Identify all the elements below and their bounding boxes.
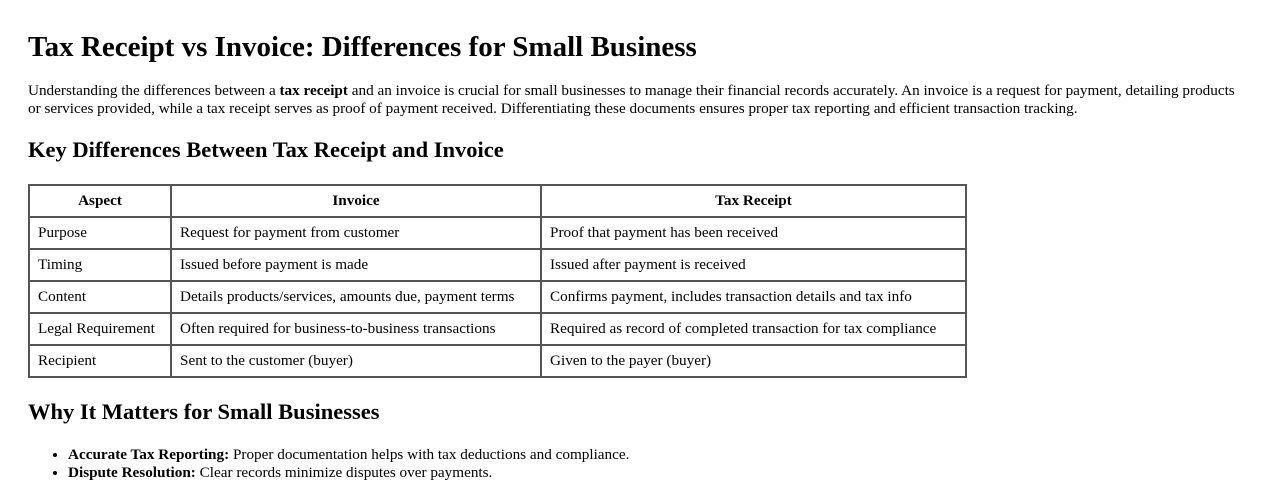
cell-aspect: Recipient [29, 345, 171, 377]
page-title: Tax Receipt vs Invoice: Differences for Small Business [28, 31, 697, 63]
intro-text-start: Understanding the differences between a [28, 82, 280, 99]
cell-aspect: Timing [29, 249, 171, 281]
table-header-row [29, 185, 966, 217]
list-item [68, 446, 1250, 464]
cell-invoice: Request for payment from customer [171, 217, 541, 249]
list-item [68, 464, 1250, 482]
table-row [29, 313, 966, 345]
benefits-list [28, 446, 1250, 482]
why-heading: Why It Matters for Small Businesses [28, 399, 380, 424]
table-row [29, 217, 966, 249]
cell-aspect: Purpose [29, 217, 171, 249]
cell-invoice: Issued before payment is made [171, 249, 541, 281]
header-tax-receipt: Tax Receipt [541, 185, 966, 217]
list-item-text: Clear records minimize disputes over payments. [195, 464, 493, 481]
differences-heading: Key Differences Between Tax Receipt and Invoice [28, 137, 504, 162]
list-item-text: Proper documentation helps with tax deductions and compliance. [229, 446, 630, 463]
cell-invoice: Details products/services, amounts due, payment terms [171, 281, 541, 313]
cell-tax-receipt: Given to the payer (buyer) [541, 345, 966, 377]
cell-tax-receipt: Confirms payment, includes transaction details and tax info [541, 281, 966, 313]
cell-invoice: Often required for business-to-business transactions [171, 313, 541, 345]
cell-tax-receipt: Issued after payment is received [541, 249, 966, 281]
cell-tax-receipt: Required as record of completed transaction for tax compliance [541, 313, 966, 345]
cell-invoice: Sent to the customer (buyer) [171, 345, 541, 377]
cell-aspect: Legal Requirement [29, 313, 171, 345]
intro-paragraph [28, 82, 1250, 118]
intro-bold-term: tax receipt [279, 82, 348, 99]
table-row [29, 345, 966, 377]
cell-tax-receipt: Proof that payment has been received [541, 217, 966, 249]
list-item-label: Accurate Tax Reporting: [68, 446, 230, 463]
header-invoice: Invoice [171, 185, 541, 217]
cell-aspect: Content [29, 281, 171, 313]
intro-text-end: and an invoice is crucial for small businesses to manage their financial records accurately. An invoice is a request for payment, detailing products or services provided, while a tax receipt serves as proof of payment received. Differentiating these documents ensures proper tax reporting and efficient transaction tracking. [28, 82, 1235, 117]
header-aspect: Aspect [29, 185, 171, 217]
table-row [29, 281, 966, 313]
list-item-label: Dispute Resolution: [68, 464, 196, 481]
table-row [29, 249, 966, 281]
comparison-table [28, 184, 967, 378]
